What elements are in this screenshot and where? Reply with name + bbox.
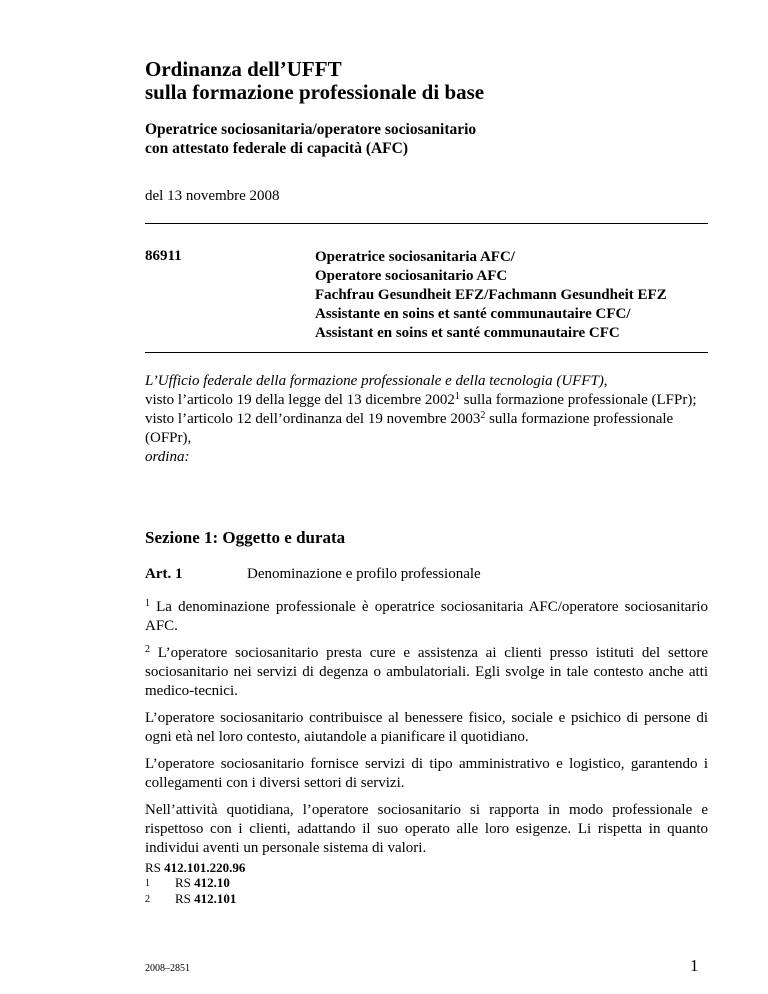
article-title: Denominazione e profilo professionale xyxy=(247,566,481,582)
preamble-basis-2: visto l’articolo 12 dell’ordinanza del 19 novembre 2003$^2$ sulla formazione professionale (OFPr), xyxy=(145,410,674,446)
profession-number: 86911 xyxy=(145,248,182,264)
footnote: 1 RS 412.10 xyxy=(145,875,230,890)
divider-bottom xyxy=(145,352,708,353)
document-subtitle xyxy=(145,120,476,158)
divider-top xyxy=(145,223,708,224)
profession-titles xyxy=(315,248,667,343)
page-number: 1 xyxy=(690,956,699,975)
subtitle-line-1: Operatrice sociosanitaria/operatore sociosanitario xyxy=(145,121,477,138)
article-number: Art. 1 xyxy=(145,566,183,582)
subtitle-line-2: con attestato federale di capacità (AFC) xyxy=(145,140,408,157)
profession-title: Assistant en soins et santé communautaire CFC xyxy=(315,325,620,341)
profession-title: Assistante en soins et santé communautaire CFC/ xyxy=(315,306,631,322)
article-paragraph: Nell’attività quotidiana, l’operatore sociosanitario si rapporta in modo professionale e rispettoso con i clienti, adattando il suo operato alle loro esigenze. Li rispetta in quanto individui aventi un personale sistema di valori. xyxy=(145,802,708,856)
rs-reference: RS 412.101.220.96 xyxy=(145,860,246,875)
footer-code: 2008–2851 xyxy=(145,963,190,974)
article-paragraph: $^2$ L’operatore sociosanitario presta cure e assistenza ai clienti presso istituti del settore sociosanitario nei servizi di degenza o ambulatoriali. Egli svolge in tale contesto anche atti medico-tecnici. xyxy=(145,644,708,699)
footnote-ref-1: 1 xyxy=(454,391,460,402)
title-line-2: sulla formazione professionale di base xyxy=(145,80,485,104)
document-date: del 13 novembre 2008 xyxy=(145,188,280,204)
preamble-authority: L’Ufficio federale della formazione professionale e della tecnologia (UFFT), xyxy=(145,373,608,389)
profession-title: Operatrice sociosanitaria AFC/ xyxy=(315,249,515,265)
article-body xyxy=(145,598,708,866)
section-heading: Sezione 1: Oggetto e durata xyxy=(145,528,346,547)
article-paragraph: L’operatore sociosanitario contribuisce al benessere fisico, sociale e psichico di persone di ogni età nel loro contesto, aiutandole a pianificare il quotidiano. xyxy=(145,710,708,745)
title-line-1: Ordinanza dell’UFFT xyxy=(145,57,342,81)
profession-title: Operatore sociosanitario AFC xyxy=(315,268,508,284)
preamble-orders: ordina: xyxy=(145,449,190,465)
footnotes xyxy=(145,860,245,907)
footnote-ref-2: 2 xyxy=(480,410,486,421)
profession-title: Fachfrau Gesundheit EFZ/Fachmann Gesundheit EFZ xyxy=(315,287,667,303)
document-title xyxy=(145,58,484,104)
preamble xyxy=(145,372,710,467)
footnote: 2 RS 412.101 xyxy=(145,891,237,906)
article-paragraph: L’operatore sociosanitario fornisce servizi di tipo amministrativo e logistico, garantendo i collegamenti con i diversi settori di servizi. xyxy=(145,756,708,791)
article-paragraph: $^1$ La denominazione professionale è operatrice sociosanitaria AFC/operatore sociosanitario AFC. xyxy=(145,598,708,634)
preamble-basis-1: visto l’articolo 19 della legge del 13 dicembre 2002$^1$ sulla formazione professionale (LFPr); xyxy=(145,391,697,408)
